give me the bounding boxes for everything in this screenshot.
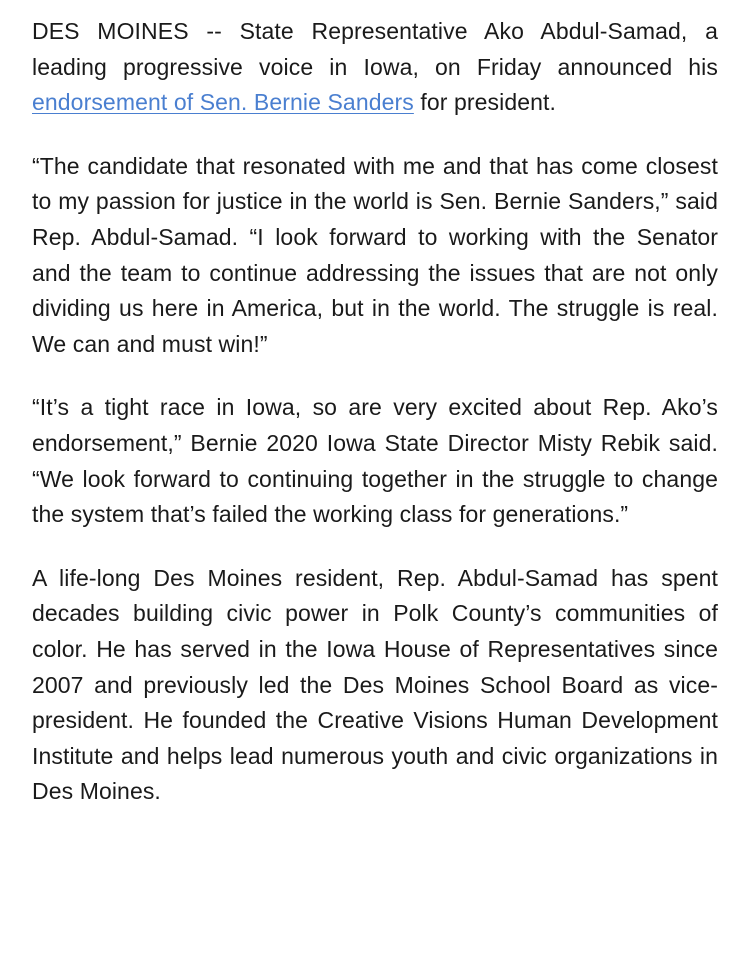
paragraph-biography: A life-long Des Moines resident, Rep. Abdul-Samad has spent decades building civic power in Polk County’s communities of color. He has served in the Iowa House of Representatives since 2007 and previously led the Des Moines School Board as vice-president. He founded the Creative Visions Human Development Institute and helps lead numerous youth and civic organizations in Des Moines.	[32, 564, 718, 805]
announcement-text-after: for president.	[413, 89, 556, 116]
endorsement-link[interactable]: endorsement of Sen. Bernie Sanders	[32, 89, 414, 116]
announcement-text-before: DES MOINES -- State Representative Ako Abdul-Samad, a leading progressive voice in Iowa, on Friday announced his	[32, 18, 718, 80]
paragraph-abdul-samad-quote: “The candidate that resonated with me and that has come closest to my passion for justice in the world is Sen. Bernie Sanders,” said Rep. Abdul-Samad. “I look forward to working with the Senator and the team to continue addressing the issues that are not only dividing us here in America, but in the world. The struggle is real. We can and must win!”	[32, 152, 718, 357]
paragraph-announcement	[32, 14, 718, 121]
paragraph-rebik-quote: “It’s a tight race in Iowa, so are very excited about Rep. Ako’s endorsement,” Bernie 2020 Iowa State Director Misty Rebik said. “We look forward to continuing together in the struggle to change the system that’s failed the working class for generations.”	[32, 394, 718, 528]
